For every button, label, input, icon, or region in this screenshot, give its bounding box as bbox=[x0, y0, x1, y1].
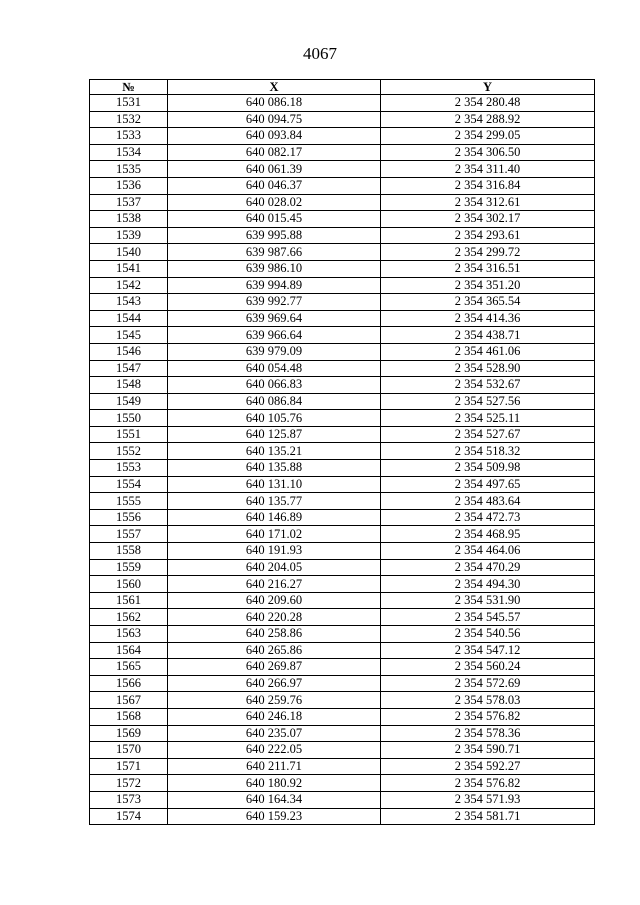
cell-x: 640 093.84 bbox=[168, 128, 381, 145]
cell-y: 2 354 572.69 bbox=[381, 675, 595, 692]
cell-number: 1535 bbox=[90, 161, 168, 178]
cell-x: 640 269.87 bbox=[168, 659, 381, 676]
cell-number: 1550 bbox=[90, 410, 168, 427]
header-y: Y bbox=[381, 80, 595, 95]
cell-y: 2 354 483.64 bbox=[381, 493, 595, 510]
cell-x: 639 986.10 bbox=[168, 260, 381, 277]
table-row bbox=[90, 526, 595, 543]
cell-x: 640 046.37 bbox=[168, 177, 381, 194]
cell-number: 1547 bbox=[90, 360, 168, 377]
cell-number: 1564 bbox=[90, 642, 168, 659]
cell-x: 639 987.66 bbox=[168, 244, 381, 261]
cell-x: 639 979.09 bbox=[168, 343, 381, 360]
cell-x: 640 082.17 bbox=[168, 144, 381, 161]
page-number: 4067 bbox=[303, 44, 337, 63]
table-row bbox=[90, 493, 595, 510]
cell-number: 1553 bbox=[90, 460, 168, 477]
cell-y: 2 354 531.90 bbox=[381, 592, 595, 609]
cell-x: 640 216.27 bbox=[168, 576, 381, 593]
table-row bbox=[90, 576, 595, 593]
table-row bbox=[90, 161, 595, 178]
cell-x: 640 211.71 bbox=[168, 758, 381, 775]
cell-number: 1537 bbox=[90, 194, 168, 211]
cell-y: 2 354 365.54 bbox=[381, 294, 595, 311]
cell-x: 640 222.05 bbox=[168, 742, 381, 759]
cell-number: 1539 bbox=[90, 227, 168, 244]
cell-x: 640 086.84 bbox=[168, 393, 381, 410]
table-row bbox=[90, 377, 595, 394]
cell-x: 640 094.75 bbox=[168, 111, 381, 128]
cell-y: 2 354 518.32 bbox=[381, 443, 595, 460]
cell-x: 640 028.02 bbox=[168, 194, 381, 211]
cell-x: 640 135.77 bbox=[168, 493, 381, 510]
table-row bbox=[90, 277, 595, 294]
cell-number: 1573 bbox=[90, 791, 168, 808]
cell-number: 1568 bbox=[90, 708, 168, 725]
table-row bbox=[90, 360, 595, 377]
cell-number: 1569 bbox=[90, 725, 168, 742]
cell-y: 2 354 590.71 bbox=[381, 742, 595, 759]
table-row bbox=[90, 692, 595, 709]
cell-y: 2 354 532.67 bbox=[381, 377, 595, 394]
cell-number: 1560 bbox=[90, 576, 168, 593]
cell-x: 640 235.07 bbox=[168, 725, 381, 742]
cell-x: 640 246.18 bbox=[168, 708, 381, 725]
cell-y: 2 354 306.50 bbox=[381, 144, 595, 161]
table-row bbox=[90, 725, 595, 742]
cell-y: 2 354 464.06 bbox=[381, 543, 595, 560]
cell-x: 640 135.21 bbox=[168, 443, 381, 460]
table-row bbox=[90, 592, 595, 609]
cell-y: 2 354 288.92 bbox=[381, 111, 595, 128]
cell-y: 2 354 312.61 bbox=[381, 194, 595, 211]
table-row bbox=[90, 227, 595, 244]
table-row bbox=[90, 244, 595, 261]
cell-number: 1570 bbox=[90, 742, 168, 759]
table-row bbox=[90, 626, 595, 643]
table-row bbox=[90, 808, 595, 825]
cell-y: 2 354 280.48 bbox=[381, 95, 595, 112]
cell-number: 1545 bbox=[90, 327, 168, 344]
cell-x: 640 209.60 bbox=[168, 592, 381, 609]
cell-x: 639 969.64 bbox=[168, 310, 381, 327]
table-row bbox=[90, 343, 595, 360]
table-row bbox=[90, 426, 595, 443]
table-row bbox=[90, 211, 595, 228]
cell-y: 2 354 311.40 bbox=[381, 161, 595, 178]
cell-y: 2 354 316.51 bbox=[381, 260, 595, 277]
table-body bbox=[90, 95, 595, 825]
cell-y: 2 354 468.95 bbox=[381, 526, 595, 543]
cell-x: 640 086.18 bbox=[168, 95, 381, 112]
cell-y: 2 354 293.61 bbox=[381, 227, 595, 244]
cell-y: 2 354 592.27 bbox=[381, 758, 595, 775]
cell-y: 2 354 497.65 bbox=[381, 476, 595, 493]
cell-x: 640 204.05 bbox=[168, 559, 381, 576]
cell-x: 640 258.86 bbox=[168, 626, 381, 643]
cell-number: 1540 bbox=[90, 244, 168, 261]
cell-x: 640 265.86 bbox=[168, 642, 381, 659]
cell-y: 2 354 528.90 bbox=[381, 360, 595, 377]
cell-number: 1559 bbox=[90, 559, 168, 576]
cell-y: 2 354 472.73 bbox=[381, 509, 595, 526]
cell-number: 1538 bbox=[90, 211, 168, 228]
table-row bbox=[90, 476, 595, 493]
table-row bbox=[90, 260, 595, 277]
coordinates-table bbox=[89, 79, 595, 825]
cell-y: 2 354 545.57 bbox=[381, 609, 595, 626]
cell-y: 2 354 527.67 bbox=[381, 426, 595, 443]
table-row bbox=[90, 609, 595, 626]
cell-x: 639 995.88 bbox=[168, 227, 381, 244]
cell-x: 640 164.34 bbox=[168, 791, 381, 808]
cell-y: 2 354 525.11 bbox=[381, 410, 595, 427]
cell-number: 1567 bbox=[90, 692, 168, 709]
cell-number: 1531 bbox=[90, 95, 168, 112]
cell-number: 1541 bbox=[90, 260, 168, 277]
cell-number: 1543 bbox=[90, 294, 168, 311]
cell-number: 1558 bbox=[90, 543, 168, 560]
table-row bbox=[90, 95, 595, 112]
cell-x: 639 992.77 bbox=[168, 294, 381, 311]
cell-number: 1542 bbox=[90, 277, 168, 294]
header-x: X bbox=[168, 80, 381, 95]
table-row bbox=[90, 543, 595, 560]
cell-y: 2 354 576.82 bbox=[381, 708, 595, 725]
cell-y: 2 354 494.30 bbox=[381, 576, 595, 593]
cell-x: 640 105.76 bbox=[168, 410, 381, 427]
cell-number: 1571 bbox=[90, 758, 168, 775]
table-header-row bbox=[90, 80, 595, 95]
table-row bbox=[90, 675, 595, 692]
cell-x: 640 159.23 bbox=[168, 808, 381, 825]
cell-number: 1556 bbox=[90, 509, 168, 526]
table-row bbox=[90, 708, 595, 725]
cell-x: 640 131.10 bbox=[168, 476, 381, 493]
cell-x: 640 191.93 bbox=[168, 543, 381, 560]
cell-number: 1552 bbox=[90, 443, 168, 460]
table-row bbox=[90, 509, 595, 526]
table-row bbox=[90, 659, 595, 676]
cell-y: 2 354 299.05 bbox=[381, 128, 595, 145]
cell-x: 639 994.89 bbox=[168, 277, 381, 294]
cell-number: 1561 bbox=[90, 592, 168, 609]
table-row bbox=[90, 144, 595, 161]
cell-y: 2 354 547.12 bbox=[381, 642, 595, 659]
cell-y: 2 354 560.24 bbox=[381, 659, 595, 676]
table-row bbox=[90, 177, 595, 194]
table-row bbox=[90, 642, 595, 659]
cell-number: 1555 bbox=[90, 493, 168, 510]
cell-x: 640 054.48 bbox=[168, 360, 381, 377]
cell-number: 1533 bbox=[90, 128, 168, 145]
cell-x: 640 125.87 bbox=[168, 426, 381, 443]
cell-number: 1544 bbox=[90, 310, 168, 327]
cell-y: 2 354 299.72 bbox=[381, 244, 595, 261]
cell-x: 639 966.64 bbox=[168, 327, 381, 344]
table-row bbox=[90, 111, 595, 128]
cell-x: 640 066.83 bbox=[168, 377, 381, 394]
cell-number: 1536 bbox=[90, 177, 168, 194]
cell-number: 1572 bbox=[90, 775, 168, 792]
cell-y: 2 354 351.20 bbox=[381, 277, 595, 294]
cell-number: 1532 bbox=[90, 111, 168, 128]
cell-number: 1565 bbox=[90, 659, 168, 676]
cell-number: 1574 bbox=[90, 808, 168, 825]
cell-number: 1562 bbox=[90, 609, 168, 626]
table-row bbox=[90, 393, 595, 410]
cell-y: 2 354 540.56 bbox=[381, 626, 595, 643]
table-row bbox=[90, 460, 595, 477]
cell-x: 640 266.97 bbox=[168, 675, 381, 692]
cell-x: 640 135.88 bbox=[168, 460, 381, 477]
cell-y: 2 354 527.56 bbox=[381, 393, 595, 410]
cell-number: 1566 bbox=[90, 675, 168, 692]
cell-y: 2 354 578.03 bbox=[381, 692, 595, 709]
table-row bbox=[90, 194, 595, 211]
table-row bbox=[90, 128, 595, 145]
cell-number: 1554 bbox=[90, 476, 168, 493]
cell-number: 1557 bbox=[90, 526, 168, 543]
cell-y: 2 354 438.71 bbox=[381, 327, 595, 344]
cell-number: 1563 bbox=[90, 626, 168, 643]
cell-y: 2 354 302.17 bbox=[381, 211, 595, 228]
cell-y: 2 354 461.06 bbox=[381, 343, 595, 360]
table-row bbox=[90, 327, 595, 344]
table-row bbox=[90, 310, 595, 327]
cell-number: 1551 bbox=[90, 426, 168, 443]
cell-y: 2 354 509.98 bbox=[381, 460, 595, 477]
cell-number: 1549 bbox=[90, 393, 168, 410]
cell-x: 640 015.45 bbox=[168, 211, 381, 228]
cell-y: 2 354 316.84 bbox=[381, 177, 595, 194]
cell-x: 640 061.39 bbox=[168, 161, 381, 178]
cell-number: 1534 bbox=[90, 144, 168, 161]
table-row bbox=[90, 775, 595, 792]
cell-y: 2 354 578.36 bbox=[381, 725, 595, 742]
cell-y: 2 354 571.93 bbox=[381, 791, 595, 808]
cell-x: 640 180.92 bbox=[168, 775, 381, 792]
header-number: № bbox=[90, 80, 168, 95]
cell-x: 640 259.76 bbox=[168, 692, 381, 709]
table-row bbox=[90, 758, 595, 775]
table-row bbox=[90, 559, 595, 576]
cell-y: 2 354 470.29 bbox=[381, 559, 595, 576]
table-row bbox=[90, 443, 595, 460]
cell-x: 640 220.28 bbox=[168, 609, 381, 626]
cell-number: 1546 bbox=[90, 343, 168, 360]
table-row bbox=[90, 294, 595, 311]
table-row bbox=[90, 742, 595, 759]
cell-x: 640 171.02 bbox=[168, 526, 381, 543]
table-row bbox=[90, 791, 595, 808]
cell-y: 2 354 414.36 bbox=[381, 310, 595, 327]
cell-x: 640 146.89 bbox=[168, 509, 381, 526]
cell-number: 1548 bbox=[90, 377, 168, 394]
cell-y: 2 354 581.71 bbox=[381, 808, 595, 825]
table-row bbox=[90, 410, 595, 427]
cell-y: 2 354 576.82 bbox=[381, 775, 595, 792]
